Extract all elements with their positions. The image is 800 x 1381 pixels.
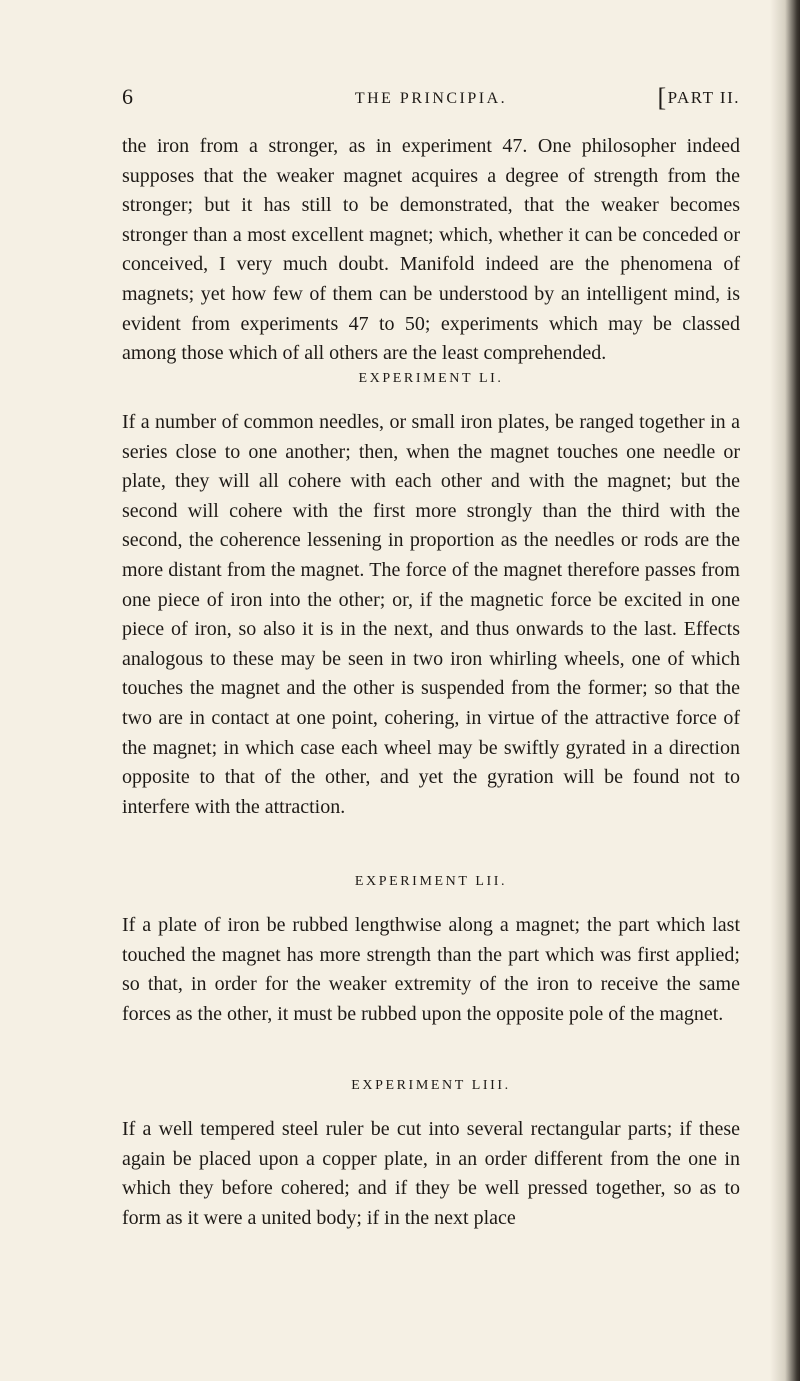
paragraph-intro-text: the iron from a stronger, as in experiment 47. One philosopher indeed supposes that the weaker magnet acquires a degree of strength from the stronger; but it has still to be demonstrated, that the weaker becomes stronger than a most excellent magnet; which, whether it can be conceded or conceived, I very much doubt. Manifold indeed are the phenomena of magnets; yet how few of them can be understood by an intelligent mind, is evident from experiments 47 to 50; experiments which may be classed among those which of all others are the least comprehended. <box>122 135 740 365</box>
paragraph-experiment-lii-text: If a plate of iron be rubbed lengthwise along a magnet; the part which last touched the magnet has more strength than the part which was first applied; so that, in order for the weaker extremity of the iron to receive the same forces as the other, it must be rubbed upon the opposite pole of the magnet. <box>122 914 740 1025</box>
page-number: 6 <box>122 84 133 109</box>
paragraph-intro <box>122 132 740 369</box>
running-title: THE PRINCIPIA. <box>354 90 508 107</box>
part-bracket: [ <box>657 83 668 112</box>
part-label <box>657 83 740 112</box>
part-label-text: PART II. <box>667 88 740 107</box>
paragraph-experiment-liii <box>122 1115 740 1233</box>
paragraph-experiment-liii-text: If a well tempered steel ruler be cut into several rectangular parts; if these again be placed upon a copper plate, in an order different from the one in which they before cohered; and if they be well pressed together, so as to form as it were a united body; if in the next place <box>122 1118 740 1229</box>
heading-experiment-liii: EXPERIMENT LIII. <box>351 1078 511 1093</box>
heading-experiment-lii: EXPERIMENT LII. <box>354 874 508 889</box>
paragraph-experiment-li-text: If a number of common needles, or small iron plates, be ranged together in a series close to one another; then, when the magnet touches one needle or plate, they will all cohere with each other and with the magnet; but the second will cohere with the first more strongly than the third with the second, the coherence lessening in proportion as the needles or rods are the more distant from the magnet. The force of the magnet therefore passes from one piece of iron into the other; or, if the magnetic force be excited in one piece of iron, so also it is in the next, and thus onwards to the last. Effects analogous to these may be seen in two iron whirling wheels, one of which touches the magnet and the other is suspended from the former; so that the two are in contact at one point, cohering, in virtue of the attractive force of the magnet; in which case each wheel may be swiftly gyrated in a direction opposite to that of the other, and yet the gyration will be found not to interfere with the attraction. <box>122 411 740 818</box>
paragraph-experiment-li <box>122 408 740 822</box>
heading-experiment-li: EXPERIMENT LI. <box>358 371 504 386</box>
paragraph-experiment-lii <box>122 911 740 1029</box>
running-head <box>122 84 740 114</box>
